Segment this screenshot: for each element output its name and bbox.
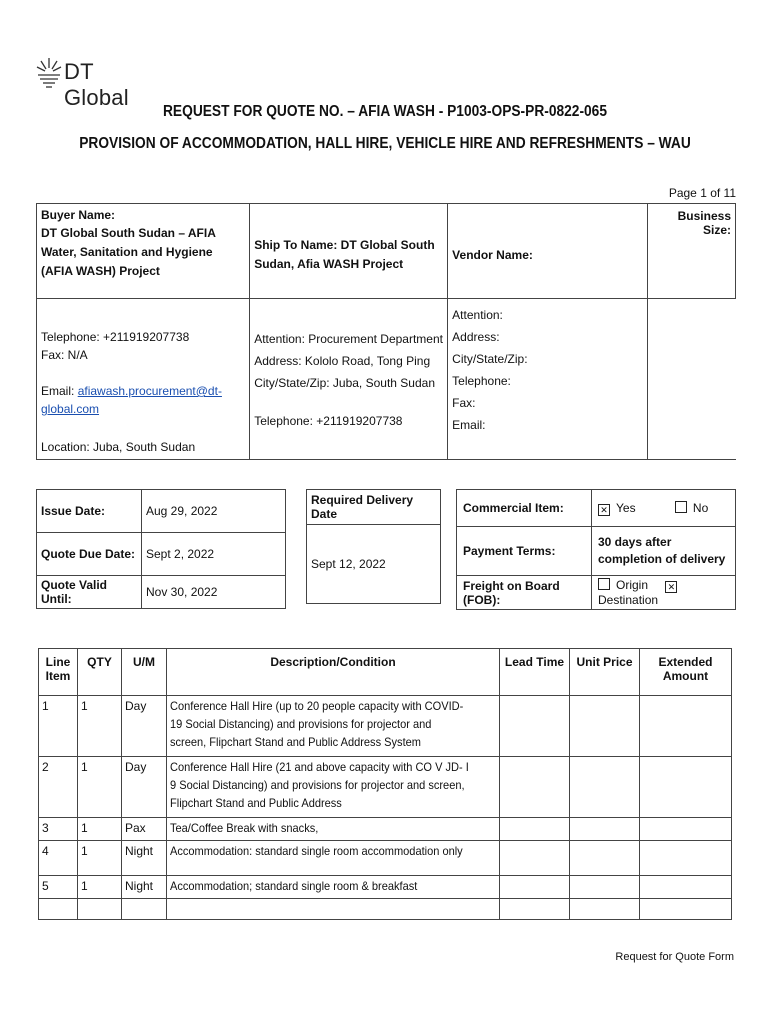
issue-date-value: Aug 29, 2022 (142, 490, 286, 533)
vendor-telephone: Telephone: (452, 374, 511, 388)
description-cell (167, 696, 500, 757)
line-cell: 4 (39, 841, 78, 876)
ship-to-attention: Attention: Procurement Department (254, 332, 443, 346)
header-um: U/M (122, 649, 167, 696)
table-row (39, 841, 732, 876)
buyer-contact-cell (37, 299, 250, 460)
table-row (39, 757, 732, 818)
empty-cell[interactable] (39, 899, 78, 920)
description-text: Conference Hall Hire (21 and above capacity with CO V JD- I 9 Social Distancing) and provisions for projector and screen, Flipchart Stand and Public Address (170, 760, 469, 810)
description-cell (167, 757, 500, 818)
table-row (39, 818, 732, 841)
empty-cell[interactable] (122, 899, 167, 920)
unit-price-cell[interactable] (570, 696, 640, 757)
delivery-value: Sept 12, 2022 (307, 525, 441, 604)
um-cell: Pax (122, 818, 167, 841)
um-cell: Night (122, 841, 167, 876)
destination-label: Destination (598, 593, 659, 607)
document-title: REQUEST FOR QUOTE NO. – AFIA WASH - P1003-OPS-PR-0822-065 (162, 103, 607, 120)
contact-info-table (36, 203, 736, 460)
vendor-fax: Fax: (452, 396, 476, 410)
buyer-name: DT Global South Sudan – AFIA Water, Sanitation and Hygiene (AFIA WASH) Project (41, 226, 216, 278)
lead-time-cell[interactable] (500, 841, 570, 876)
origin-label: Origin (616, 578, 649, 592)
table-row (39, 696, 732, 757)
business-size-cell (647, 204, 735, 299)
ship-to-name: Ship To Name: DT Global South Sudan, Afia WASH Project (254, 238, 435, 271)
yes-checkbox-checked[interactable]: ✕ (598, 504, 610, 516)
buyer-email-link[interactable]: afiawash.procurement@dt-global.com (41, 384, 222, 416)
extended-amount-cell[interactable] (640, 876, 732, 899)
line-items-table (38, 648, 732, 920)
fob-label: Freight on Board (FOB): (457, 576, 592, 610)
description-text: Accommodation; standard single room & breakfast (170, 879, 418, 893)
qty-cell: 1 (78, 818, 122, 841)
description-cell (167, 841, 500, 876)
dt-global-logo (36, 56, 156, 110)
payment-terms-label: Payment Terms: (457, 527, 592, 576)
ship-to-telephone: Telephone: +211919207738 (254, 414, 403, 428)
vendor-email: Email: (452, 418, 486, 432)
extended-amount-cell[interactable] (640, 818, 732, 841)
ship-to-name-cell (250, 204, 448, 299)
payment-terms-value: 30 days after completion of delivery (592, 527, 736, 576)
line-cell: 1 (39, 696, 78, 757)
page-number: Page 1 of 11 (668, 186, 736, 200)
header-line-item: Line Item (39, 649, 78, 696)
line-cell: 3 (39, 818, 78, 841)
sun-rays-icon (36, 56, 62, 94)
destination-checkbox-checked[interactable]: ✕ (665, 581, 677, 593)
ship-to-contact-cell (250, 299, 448, 460)
fob-options (592, 576, 736, 610)
no-checkbox[interactable] (675, 501, 687, 513)
empty-cell[interactable] (570, 899, 640, 920)
extended-amount-cell[interactable] (640, 841, 732, 876)
document-subtitle: PROVISION OF ACCOMMODATION, HALL HIRE, VEHICLE HIRE AND REFRESHMENTS – WAU (79, 135, 691, 152)
buyer-fax: Fax: N/A (41, 348, 88, 362)
header-qty: QTY (78, 649, 122, 696)
table-row-empty (39, 899, 732, 920)
qty-cell: 1 (78, 757, 122, 818)
unit-price-cell[interactable] (570, 818, 640, 841)
empty-cell[interactable] (78, 899, 122, 920)
um-cell: Day (122, 696, 167, 757)
description-text: Conference Hall Hire (up to 20 people capacity with COVID-19 Social Distancing) and provisions for projector and screen, Flipchart Stand and Public Address System (170, 699, 464, 749)
issue-date-label: Issue Date: (37, 490, 142, 533)
buyer-location: Location: Juba, South Sudan (41, 440, 196, 454)
line-cell: 5 (39, 876, 78, 899)
vendor-contact-cell (448, 299, 648, 460)
buyer-name-label: Buyer Name: (41, 208, 116, 222)
empty-cell (647, 299, 735, 460)
empty-cell[interactable] (167, 899, 500, 920)
um-cell: Day (122, 757, 167, 818)
qty-cell: 1 (78, 876, 122, 899)
lead-time-cell[interactable] (500, 876, 570, 899)
no-label: No (692, 500, 709, 515)
lead-time-cell[interactable] (500, 696, 570, 757)
footer-form-name: Request for Quote Form (615, 951, 734, 963)
description-cell (167, 876, 500, 899)
origin-checkbox[interactable] (598, 578, 610, 590)
lead-time-cell[interactable] (500, 757, 570, 818)
quote-due-label: Quote Due Date: (37, 533, 142, 576)
logo-text: DT Global (64, 59, 129, 110)
um-cell: Night (122, 876, 167, 899)
description-cell (167, 818, 500, 841)
buyer-email-label: Email: (41, 384, 78, 398)
unit-price-cell[interactable] (570, 876, 640, 899)
vendor-address: Address: (452, 330, 500, 344)
delivery-label: Required Delivery Date (307, 490, 441, 525)
commercial-item-options (592, 490, 736, 527)
quote-due-value: Sept 2, 2022 (142, 533, 286, 576)
vendor-name-cell (448, 204, 648, 299)
unit-price-cell[interactable] (570, 841, 640, 876)
delivery-table (306, 489, 441, 604)
commercial-item-label: Commercial Item: (457, 490, 592, 527)
quote-valid-value: Nov 30, 2022 (142, 576, 286, 609)
extended-amount-cell[interactable] (640, 757, 732, 818)
buyer-name-cell (37, 204, 250, 299)
yes-label: Yes (616, 500, 636, 515)
lead-time-cell[interactable] (500, 818, 570, 841)
line-cell: 2 (39, 757, 78, 818)
header-lead-time: Lead Time (500, 649, 570, 696)
buyer-telephone: Telephone: +211919207738 (41, 330, 190, 344)
qty-cell: 1 (78, 841, 122, 876)
business-size-label: Business Size: (677, 209, 731, 237)
quote-valid-label: Quote Valid Until: (37, 576, 142, 609)
description-text: Tea/Coffee Break with snacks, (170, 821, 319, 835)
vendor-attention: Attention: (452, 308, 503, 322)
empty-cell[interactable] (640, 899, 732, 920)
header-extended-amount: Extended Amount (640, 649, 732, 696)
vendor-name-label: Vendor Name: (452, 248, 533, 262)
qty-cell: 1 (78, 696, 122, 757)
ship-to-address: Address: Kololo Road, Tong Ping (254, 354, 431, 368)
extended-amount-cell[interactable] (640, 696, 732, 757)
ship-to-city: City/State/Zip: Juba, South Sudan (254, 376, 435, 390)
header-unit-price: Unit Price (570, 649, 640, 696)
header-description: Description/Condition (167, 649, 500, 696)
vendor-city: City/State/Zip: (452, 352, 528, 366)
empty-cell[interactable] (500, 899, 570, 920)
unit-price-cell[interactable] (570, 757, 640, 818)
table-row (39, 876, 732, 899)
description-text: Accommodation: standard single room accommodation only (170, 844, 463, 858)
dates-table (36, 489, 286, 609)
commercial-table (456, 489, 736, 610)
